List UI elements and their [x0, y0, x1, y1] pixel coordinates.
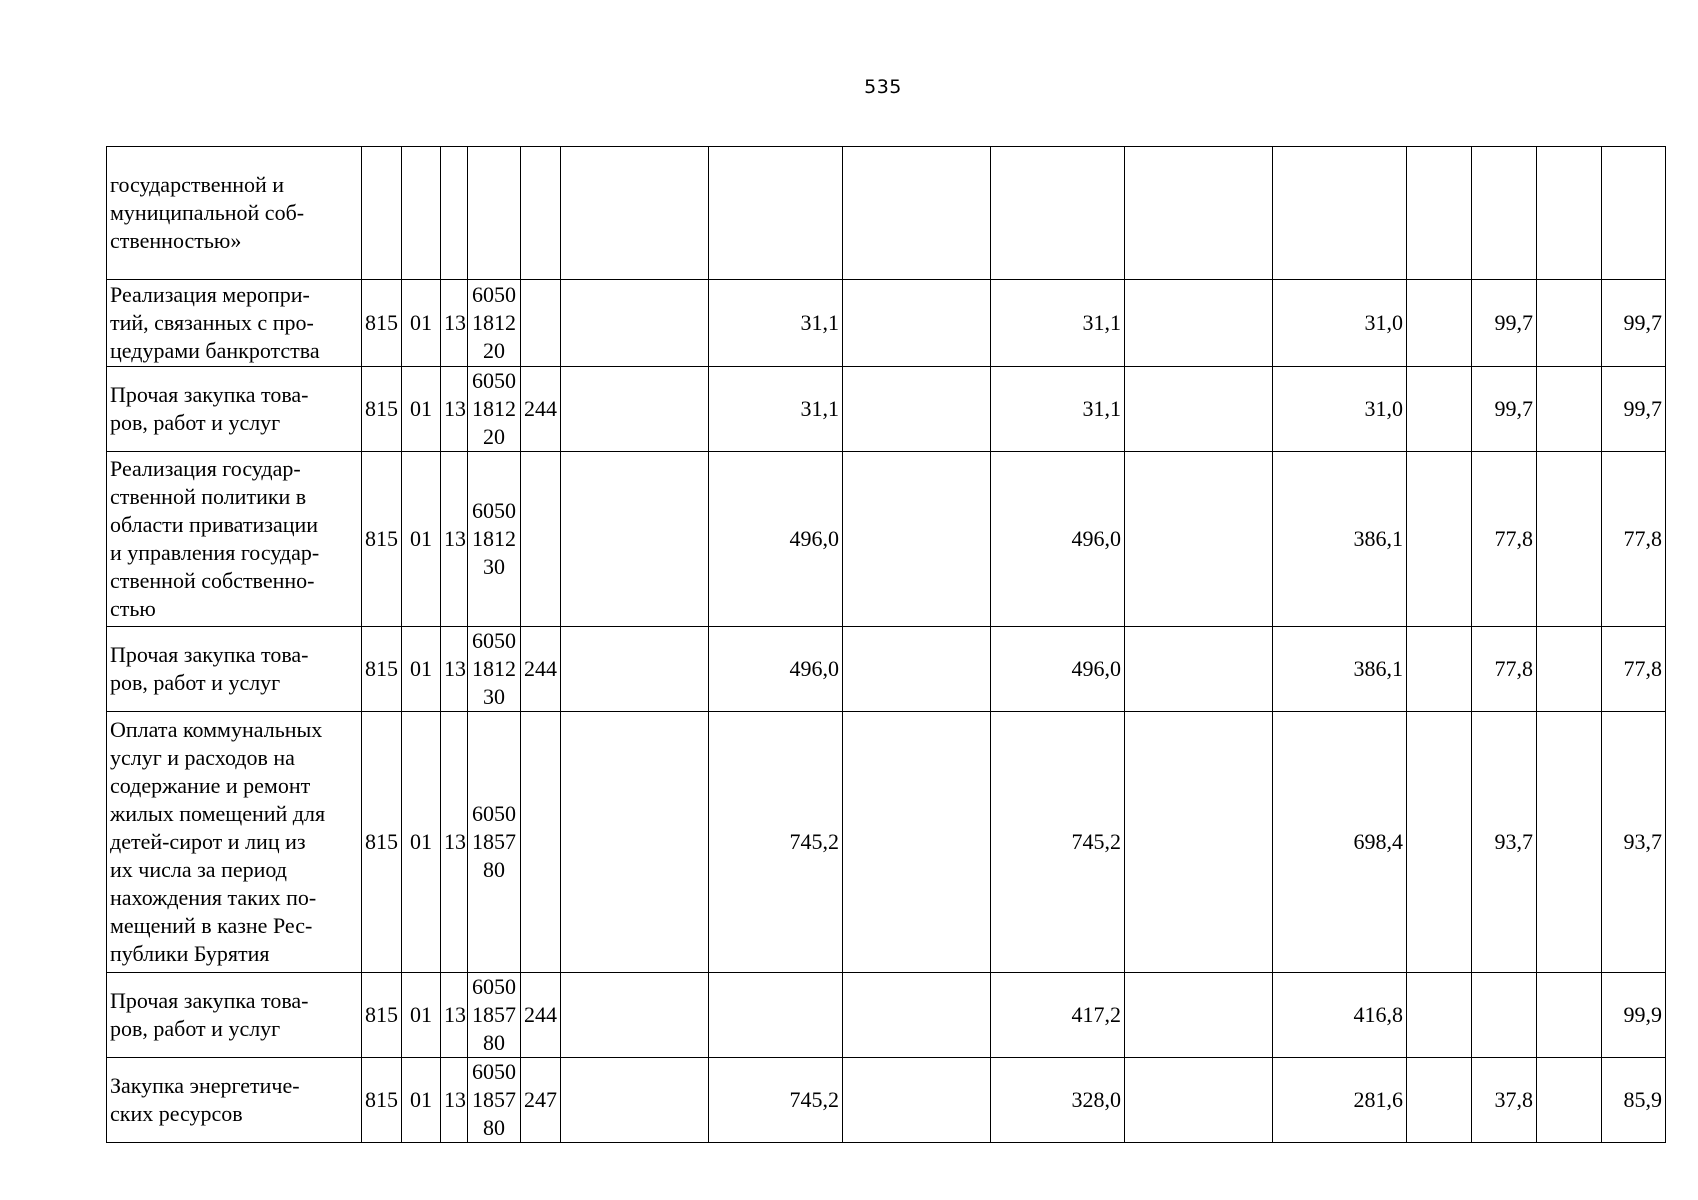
initial-plan-cell: 496,0	[709, 627, 843, 712]
executed-cell	[1273, 147, 1407, 280]
section-code-cell: 01	[402, 627, 441, 712]
table-row	[107, 712, 1666, 973]
percent-initial-cell: 99,7	[1472, 280, 1537, 367]
empty-cell	[843, 147, 991, 280]
initial-plan-cell: 745,2	[709, 1058, 843, 1143]
subsection-code-cell	[441, 147, 468, 280]
target-article-part: 30	[483, 554, 505, 579]
section-code-cell: 01	[402, 712, 441, 973]
empty-cell	[1125, 367, 1273, 452]
empty-cell	[1407, 280, 1472, 367]
percent-final-cell: 77,8	[1602, 627, 1666, 712]
initial-plan-cell	[709, 147, 843, 280]
section-code-cell: 01	[402, 452, 441, 627]
target-article-cell	[468, 627, 521, 712]
empty-cell	[1537, 712, 1602, 973]
page-number: 535	[864, 76, 902, 98]
empty-cell	[1125, 452, 1273, 627]
empty-cell	[561, 452, 709, 627]
final-plan-cell: 31,1	[991, 280, 1125, 367]
target-article-part: 1857	[472, 829, 516, 854]
ved-code-cell: 815	[362, 712, 402, 973]
item-name-line: цедурами банкротства	[110, 338, 320, 363]
target-article-cell	[468, 973, 521, 1058]
item-name-line: Прочая закупка това-	[110, 382, 309, 407]
target-article-part: 80	[483, 1030, 505, 1055]
expense-type-cell: 247	[521, 1058, 561, 1143]
item-name-line: Прочая закупка това-	[110, 988, 309, 1013]
item-name-line: ственной собственно-	[110, 568, 315, 593]
percent-initial-cell: 37,8	[1472, 1058, 1537, 1143]
final-plan-cell: 496,0	[991, 452, 1125, 627]
expense-type-cell: 244	[521, 627, 561, 712]
empty-cell	[1537, 367, 1602, 452]
subsection-code-cell: 13	[441, 1058, 468, 1143]
table-row	[107, 1058, 1666, 1143]
empty-cell	[843, 1058, 991, 1143]
target-article-cell	[468, 367, 521, 452]
ved-code-cell: 815	[362, 627, 402, 712]
target-article-part: 6050	[472, 974, 516, 999]
target-article-part: 1857	[472, 1002, 516, 1027]
percent-final-cell: 85,9	[1602, 1058, 1666, 1143]
empty-cell	[1537, 452, 1602, 627]
section-code-cell: 01	[402, 280, 441, 367]
expense-type-cell	[521, 452, 561, 627]
final-plan-cell: 496,0	[991, 627, 1125, 712]
percent-final-cell	[1602, 147, 1666, 280]
item-name-line: Закупка энергетиче-	[110, 1073, 300, 1098]
initial-plan-cell: 31,1	[709, 280, 843, 367]
item-name-cell	[107, 452, 362, 627]
section-code-cell	[402, 147, 441, 280]
target-article-part: 6050	[472, 628, 516, 653]
executed-cell: 31,0	[1273, 280, 1407, 367]
item-name-line: услуг и расходов на	[110, 745, 295, 770]
item-name-line: ров, работ и услуг	[110, 670, 281, 695]
item-name-line: муниципальной соб-	[110, 200, 305, 225]
empty-cell	[561, 1058, 709, 1143]
executed-cell: 386,1	[1273, 627, 1407, 712]
executed-cell: 386,1	[1273, 452, 1407, 627]
item-name-line: и управления государ-	[110, 540, 320, 565]
item-name-line: Реализация государ-	[110, 456, 301, 481]
empty-cell	[1125, 1058, 1273, 1143]
item-name-line: стью	[110, 596, 156, 621]
final-plan-cell: 417,2	[991, 973, 1125, 1058]
percent-final-cell: 99,7	[1602, 280, 1666, 367]
percent-initial-cell: 77,8	[1472, 627, 1537, 712]
target-article-cell	[468, 1058, 521, 1143]
ved-code-cell: 815	[362, 973, 402, 1058]
percent-final-cell: 77,8	[1602, 452, 1666, 627]
item-name-line: нахождения таких по-	[110, 885, 317, 910]
table-row	[107, 280, 1666, 367]
percent-initial-cell: 93,7	[1472, 712, 1537, 973]
item-name-line: области приватизации	[110, 512, 319, 537]
empty-cell	[1537, 147, 1602, 280]
empty-cell	[843, 627, 991, 712]
percent-initial-cell	[1472, 147, 1537, 280]
empty-cell	[1125, 712, 1273, 973]
target-article-cell	[468, 712, 521, 973]
item-name-line: Оплата коммунальных	[110, 717, 323, 742]
empty-cell	[1537, 627, 1602, 712]
table-row	[107, 627, 1666, 712]
item-name-line: Реализация меропри-	[110, 282, 310, 307]
ved-code-cell	[362, 147, 402, 280]
expense-type-cell	[521, 280, 561, 367]
item-name-cell	[107, 147, 362, 280]
item-name-line: ственной политики в	[110, 484, 307, 509]
empty-cell	[843, 452, 991, 627]
item-name-line: детей-сирот и лиц из	[110, 829, 306, 854]
item-name-line: мещений в казне Рес-	[110, 913, 313, 938]
ved-code-cell: 815	[362, 367, 402, 452]
target-article-cell	[468, 452, 521, 627]
percent-final-cell: 99,7	[1602, 367, 1666, 452]
table-row	[107, 147, 1666, 280]
empty-cell	[1125, 627, 1273, 712]
target-article-part: 1812	[472, 526, 516, 551]
expense-type-cell: 244	[521, 973, 561, 1058]
subsection-code-cell: 13	[441, 973, 468, 1058]
item-name-cell	[107, 280, 362, 367]
percent-initial-cell: 77,8	[1472, 452, 1537, 627]
subsection-code-cell: 13	[441, 367, 468, 452]
empty-cell	[1537, 973, 1602, 1058]
initial-plan-cell	[709, 973, 843, 1058]
item-name-line: государственной и	[110, 172, 285, 197]
empty-cell	[1537, 1058, 1602, 1143]
empty-cell	[561, 280, 709, 367]
initial-plan-cell: 745,2	[709, 712, 843, 973]
empty-cell	[1407, 147, 1472, 280]
empty-cell	[1125, 147, 1273, 280]
empty-cell	[1407, 973, 1472, 1058]
empty-cell	[1537, 280, 1602, 367]
empty-cell	[1407, 367, 1472, 452]
target-article-part: 6050	[472, 1059, 516, 1084]
subsection-code-cell: 13	[441, 712, 468, 973]
empty-cell	[1125, 280, 1273, 367]
item-name-cell	[107, 973, 362, 1058]
initial-plan-cell: 496,0	[709, 452, 843, 627]
empty-cell	[1125, 973, 1273, 1058]
ved-code-cell: 815	[362, 280, 402, 367]
empty-cell	[843, 280, 991, 367]
percent-initial-cell: 99,7	[1472, 367, 1537, 452]
ved-code-cell: 815	[362, 1058, 402, 1143]
final-plan-cell: 328,0	[991, 1058, 1125, 1143]
executed-cell: 416,8	[1273, 973, 1407, 1058]
empty-cell	[1407, 452, 1472, 627]
target-article-part: 80	[483, 857, 505, 882]
item-name-cell	[107, 712, 362, 973]
final-plan-cell	[991, 147, 1125, 280]
item-name-line: их числа за период	[110, 857, 287, 882]
expense-type-cell: 244	[521, 367, 561, 452]
target-article-part: 20	[483, 424, 505, 449]
subsection-code-cell: 13	[441, 627, 468, 712]
percent-initial-cell	[1472, 973, 1537, 1058]
target-article-part: 6050	[472, 368, 516, 393]
initial-plan-cell: 31,1	[709, 367, 843, 452]
empty-cell	[1407, 712, 1472, 973]
item-name-line: жилых помещений для	[110, 801, 326, 826]
item-name-line: тий, связанных с про-	[110, 310, 314, 335]
executed-cell: 281,6	[1273, 1058, 1407, 1143]
table-row	[107, 367, 1666, 452]
section-code-cell: 01	[402, 367, 441, 452]
empty-cell	[1407, 1058, 1472, 1143]
percent-final-cell: 99,9	[1602, 973, 1666, 1058]
target-article-part: 30	[483, 684, 505, 709]
empty-cell	[843, 367, 991, 452]
final-plan-cell: 31,1	[991, 367, 1125, 452]
item-name-cell	[107, 1058, 362, 1143]
item-name-line: ственностью»	[110, 228, 242, 253]
empty-cell	[1407, 627, 1472, 712]
expense-type-cell	[521, 712, 561, 973]
empty-cell	[561, 973, 709, 1058]
item-name-line: содержание и ремонт	[110, 773, 311, 798]
item-name-cell	[107, 367, 362, 452]
target-article-part: 6050	[472, 498, 516, 523]
item-name-line: публики Бурятия	[110, 941, 270, 966]
target-article-part: 80	[483, 1115, 505, 1140]
item-name-line: ров, работ и услуг	[110, 410, 281, 435]
empty-cell	[561, 712, 709, 973]
target-article-part: 6050	[472, 282, 516, 307]
target-article-part: 1812	[472, 310, 516, 335]
target-article-cell	[468, 280, 521, 367]
subsection-code-cell: 13	[441, 280, 468, 367]
target-article-part: 20	[483, 338, 505, 363]
empty-cell	[561, 627, 709, 712]
table-row	[107, 973, 1666, 1058]
target-article-cell	[468, 147, 521, 280]
target-article-part: 1857	[472, 1087, 516, 1112]
item-name-line: ров, работ и услуг	[110, 1016, 281, 1041]
target-article-part: 6050	[472, 801, 516, 826]
final-plan-cell: 745,2	[991, 712, 1125, 973]
percent-final-cell: 93,7	[1602, 712, 1666, 973]
budget-execution-table	[106, 146, 1666, 1143]
item-name-cell	[107, 627, 362, 712]
executed-cell: 31,0	[1273, 367, 1407, 452]
empty-cell	[561, 367, 709, 452]
item-name-line: ских ресурсов	[110, 1101, 243, 1126]
subsection-code-cell: 13	[441, 452, 468, 627]
empty-cell	[843, 712, 991, 973]
empty-cell	[561, 147, 709, 280]
ved-code-cell: 815	[362, 452, 402, 627]
section-code-cell: 01	[402, 1058, 441, 1143]
expense-type-cell	[521, 147, 561, 280]
target-article-part: 1812	[472, 656, 516, 681]
section-code-cell: 01	[402, 973, 441, 1058]
empty-cell	[843, 973, 991, 1058]
table-row	[107, 452, 1666, 627]
target-article-part: 1812	[472, 396, 516, 421]
item-name-line: Прочая закупка това-	[110, 642, 309, 667]
executed-cell: 698,4	[1273, 712, 1407, 973]
